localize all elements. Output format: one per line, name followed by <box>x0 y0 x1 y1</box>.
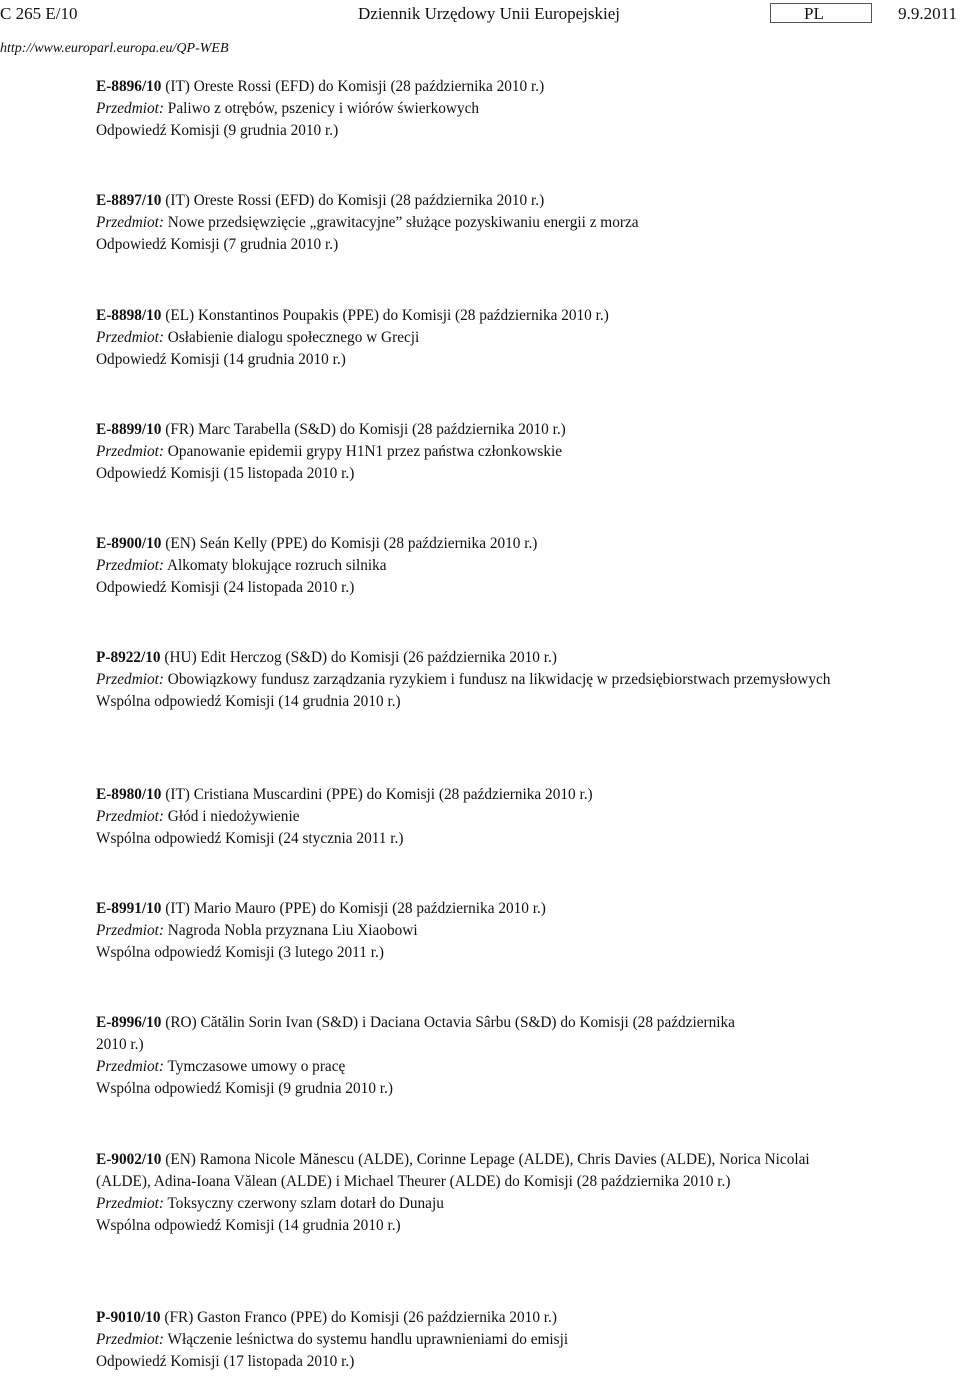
question-subject: Tymczasowe umowy o pracę <box>163 1058 346 1075</box>
subject-label: Przedmiot: <box>96 443 164 460</box>
question-author: (HU) Edit Herczog (S&D) do Komisji (26 października 2010 r.) <box>160 649 557 666</box>
subject-label: Przedmiot: <box>96 808 164 825</box>
question-subject: Nagroda Nobla przyznana Liu Xiaobowi <box>163 922 418 939</box>
question-author: (IT) Oreste Rossi (EFD) do Komisji (28 października 2010 r.) <box>161 192 545 209</box>
question-number: E-8899/10 <box>96 421 162 438</box>
commission-answer: Wspólna odpowiedź Komisji (24 stycznia 2011 r.) <box>96 830 404 847</box>
question-author: (IT) Cristiana Muscardini (PPE) do Komisji (28 października 2010 r.) <box>161 786 593 803</box>
question-entry <box>96 784 896 850</box>
page-header <box>0 2 960 26</box>
question-entry <box>96 1307 896 1373</box>
question-entry <box>96 533 896 599</box>
question-entry <box>96 419 896 485</box>
question-number: E-8898/10 <box>96 307 162 324</box>
question-subject: Nowe przedsięwzięcie „grawitacyjne” służące pozyskiwaniu energii z morza <box>163 214 639 231</box>
publication-date: 9.9.2011 <box>898 4 957 23</box>
question-number: E-8991/10 <box>96 900 162 917</box>
question-entry <box>96 76 896 142</box>
question-author: (EN) Seán Kelly (PPE) do Komisji (28 października 2010 r.) <box>161 535 538 552</box>
question-number: E-8900/10 <box>96 535 162 552</box>
commission-answer: Odpowiedź Komisji (14 grudnia 2010 r.) <box>96 351 346 368</box>
subject-label: Przedmiot: <box>96 329 164 346</box>
question-author: (IT) Mario Mauro (PPE) do Komisji (28 października 2010 r.) <box>161 900 546 917</box>
subject-label: Przedmiot: <box>96 671 164 688</box>
commission-answer: Wspólna odpowiedź Komisji (3 lutego 2011 r.) <box>96 944 384 961</box>
subject-label: Przedmiot: <box>96 922 164 939</box>
question-author: (IT) Oreste Rossi (EFD) do Komisji (28 października 2010 r.) <box>161 78 545 95</box>
question-number: E-8896/10 <box>96 78 162 95</box>
commission-answer: Odpowiedź Komisji (15 listopada 2010 r.) <box>96 465 355 482</box>
subject-label: Przedmiot: <box>96 1195 164 1212</box>
question-subject: Opanowanie epidemii grypy H1N1 przez państwa członkowskie <box>163 443 563 460</box>
subject-label: Przedmiot: <box>96 100 164 117</box>
question-entry <box>96 1149 896 1237</box>
question-entry <box>96 898 896 964</box>
question-subject: Głód i niedożywienie <box>163 808 300 825</box>
question-subject: Włączenie leśnictwa do systemu handlu uprawnieniami do emisji <box>163 1331 569 1348</box>
question-number: E-8996/10 <box>96 1014 162 1031</box>
question-number: E-8980/10 <box>96 786 162 803</box>
commission-answer: Odpowiedź Komisji (9 grudnia 2010 r.) <box>96 122 339 139</box>
commission-answer: Wspólna odpowiedź Komisji (9 grudnia 2010 r.) <box>96 1080 393 1097</box>
subject-label: Przedmiot: <box>96 214 164 231</box>
journal-title: Dziennik Urzędowy Unii Europejskiej <box>358 4 621 23</box>
question-subject: Alkomaty blokujące rozruch silnika <box>163 557 387 574</box>
question-author: (EN) Ramona Nicole Mănescu (ALDE), Corinne Lepage (ALDE), Chris Davies (ALDE), Norica Nicolai (ALDE), Adina-Ioana Vălean (ALDE) i Michael Theurer (ALDE) do Komisji (28 października 2010 r.) <box>96 1151 810 1190</box>
question-entry <box>96 647 896 713</box>
question-author: (EL) Konstantinos Poupakis (PPE) do Komisji (28 października 2010 r.) <box>161 307 609 324</box>
question-subject: Obowiązkowy fundusz zarządzania ryzykiem i fundusz na likwidację w przedsiębiorstwach przemysłowych <box>163 671 831 688</box>
question-number: P-8922/10 <box>96 649 161 666</box>
subject-label: Przedmiot: <box>96 557 164 574</box>
commission-answer: Odpowiedź Komisji (24 listopada 2010 r.) <box>96 579 355 596</box>
question-subject: Paliwo z otrębów, pszenicy i wiórów świerkowych <box>163 100 480 117</box>
language-badge: PL <box>770 3 872 23</box>
question-number: P-9010/10 <box>96 1309 161 1326</box>
question-number: E-9002/10 <box>96 1151 162 1168</box>
commission-answer: Odpowiedź Komisji (7 grudnia 2010 r.) <box>96 236 339 253</box>
question-author: (FR) Gaston Franco (PPE) do Komisji (26 października 2010 r.) <box>160 1309 557 1326</box>
commission-answer: Wspólna odpowiedź Komisji (14 grudnia 2010 r.) <box>96 693 401 710</box>
commission-answer: Wspólna odpowiedź Komisji (14 grudnia 2010 r.) <box>96 1217 401 1234</box>
question-author: (FR) Marc Tarabella (S&D) do Komisji (28 października 2010 r.) <box>161 421 566 438</box>
question-entry <box>96 305 896 371</box>
source-url[interactable]: http://www.europarl.europa.eu/QP-WEB <box>0 41 229 56</box>
question-subject: Osłabienie dialogu społecznego w Grecji <box>163 329 420 346</box>
commission-answer: Odpowiedź Komisji (17 listopada 2010 r.) <box>96 1353 355 1370</box>
question-subject: Toksyczny czerwony szlam dotarł do Dunaju <box>163 1195 444 1212</box>
question-author: (RO) Cătălin Sorin Ivan (S&D) i Daciana Octavia Sârbu (S&D) do Komisji (28 października 2010 r.) <box>96 1014 735 1053</box>
question-entry <box>96 190 896 256</box>
question-number: E-8897/10 <box>96 192 162 209</box>
subject-label: Przedmiot: <box>96 1058 164 1075</box>
page-reference: C 265 E/10 <box>0 4 78 23</box>
subject-label: Przedmiot: <box>96 1331 164 1348</box>
question-entry <box>96 1012 896 1100</box>
